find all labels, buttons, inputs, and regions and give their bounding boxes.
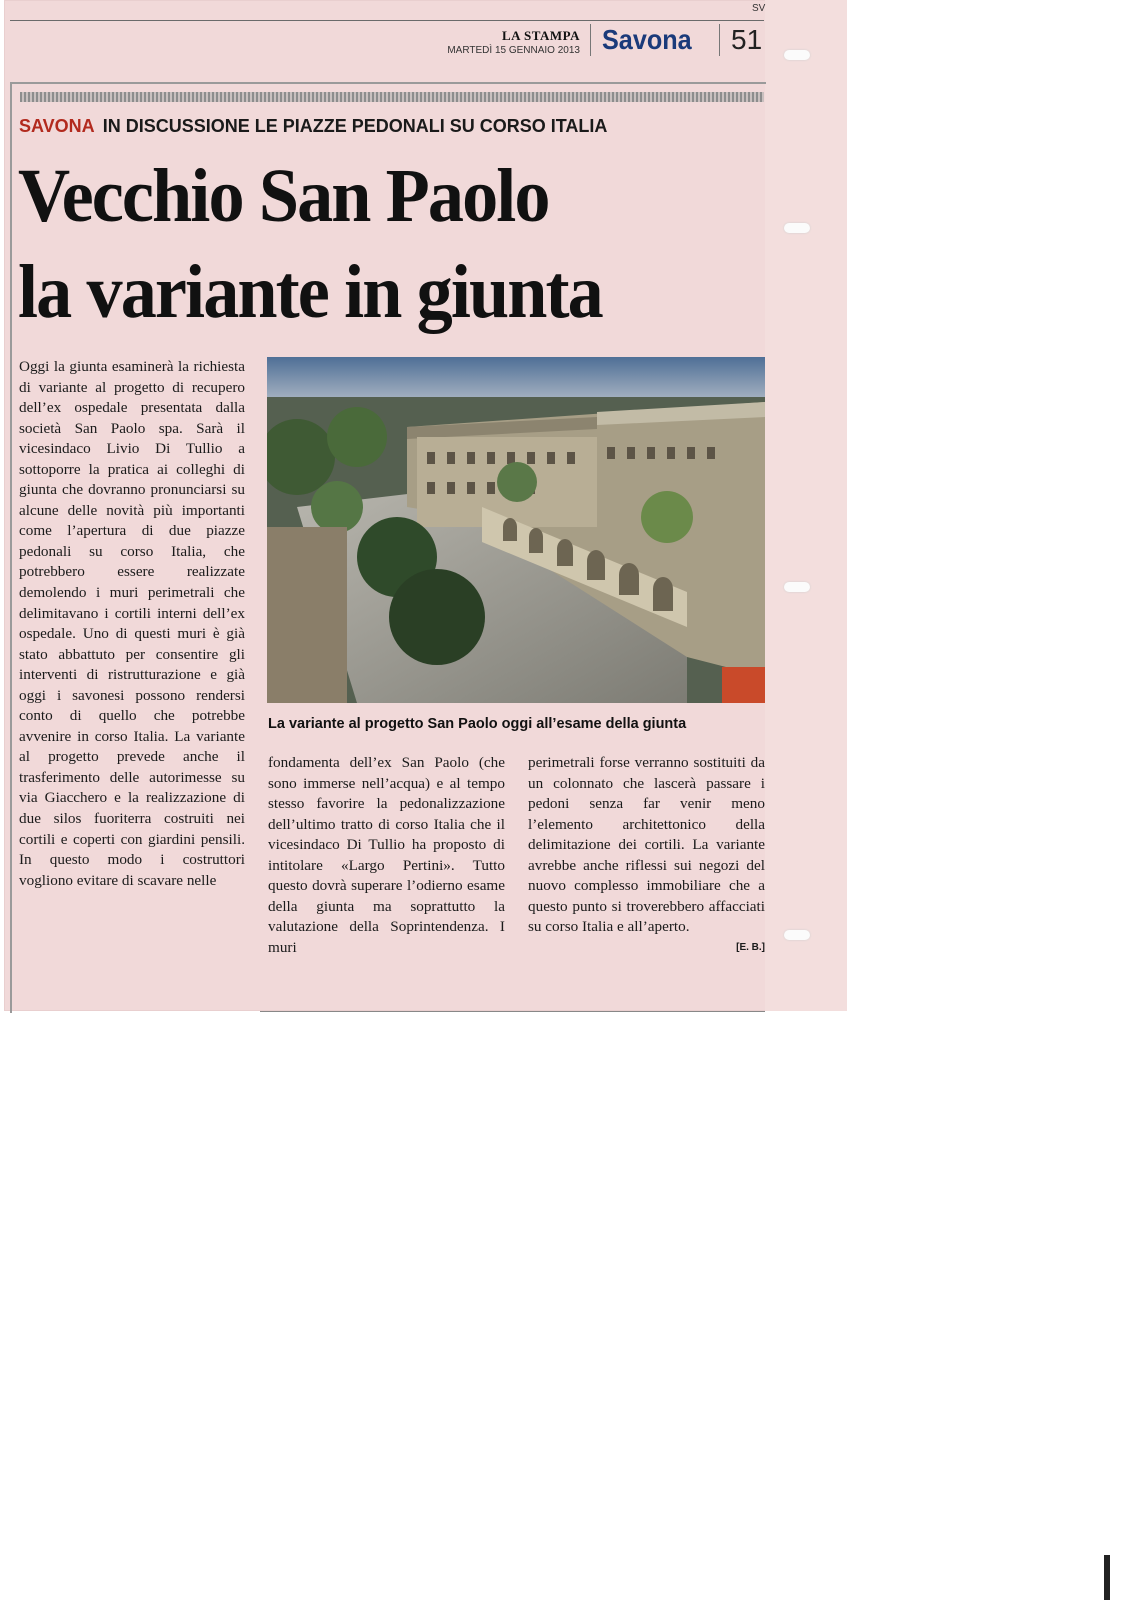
section-name: Savona bbox=[602, 24, 692, 55]
issue-date: MARTEDÌ 15 GENNAIO 2013 bbox=[447, 45, 580, 56]
newspaper-name: LA STAMPA bbox=[501, 28, 580, 43]
punch-hole bbox=[784, 930, 810, 940]
article-column-3 bbox=[528, 753, 765, 953]
scan-mark bbox=[1104, 1555, 1110, 1600]
article-photo bbox=[267, 357, 765, 703]
kicker-topic: IN DISCUSSIONE LE PIAZZE PEDONALI SU CORSO ITALIA bbox=[102, 116, 608, 136]
edition-code: SV bbox=[752, 3, 766, 14]
kicker-place: SAVONA bbox=[19, 116, 95, 136]
photo-caption: La variante al progetto San Paolo oggi all’esame della giunta bbox=[268, 716, 687, 732]
masthead bbox=[430, 28, 580, 56]
column-2-text: fondamenta dell’ex San Paolo (che sono immerse nell’acqua) e al tempo stesso favorire la pedonalizzazione dell’ultimo tratto di corso Italia che il vicesindaco Di Tullio ha proposto di intitolare «Largo Pertini». Tutto questo dovrà superare l’odierno esame della giunta ma soprattutto la valutazione della Soprintendenza. I muri bbox=[268, 754, 505, 956]
page-number: 51 bbox=[731, 24, 763, 55]
article-kicker bbox=[19, 116, 607, 137]
byline: [E. B.] bbox=[736, 941, 765, 953]
header-rule bbox=[10, 20, 764, 21]
article-column-1 bbox=[19, 357, 245, 891]
column-1-text: Oggi la giunta esaminerà la richiesta di variante al progetto di recupero dell’ex ospedale presentata dalla società San Paolo spa. Sarà il vicesindaco Livio Di Tullio a sottoporre la pratica ai colleghi di giunta che dovranno pronunciarsi su alcune delle novità più importanti come l’apertura di due piazze pedonali su corso Italia, che potrebbero essere realizzate demolendo i muri perimetrali che delimitavano i cortili interni dell’ex ospedale. Uno di questi muri è già stato abbattuto per consentire gli interventi di ristrutturazione e già oggi i savonesi possono rendersi conto di quello che potrebbe avvenire in corso Italia. La variante al progetto prevede anche il trasferimento delle autorimesse su via Giacchero e la realizzazione di due silos fuoriterra costruiti nei cortili e coperti con giardini pensili. In questo modo i costruttori vogliono evitare di scavare nelle bbox=[19, 358, 245, 889]
header-divider bbox=[590, 24, 591, 56]
article-top-stripe bbox=[20, 92, 764, 102]
punch-hole bbox=[784, 582, 810, 592]
article-column-2 bbox=[268, 753, 505, 958]
punch-hole bbox=[784, 50, 810, 60]
header-divider bbox=[719, 24, 720, 56]
footer-rule bbox=[260, 1011, 765, 1012]
paper-margin bbox=[765, 0, 847, 1011]
punch-hole bbox=[784, 223, 810, 233]
headline-line-1: Vecchio San Paolo bbox=[18, 154, 549, 238]
article-headline bbox=[18, 148, 726, 340]
column-3-text: perimetrali forse verranno sostituiti da un colonnato che lascerà passare i pedoni senza far venir meno l’elemento architettonico della delimitazione dei cortili. La variante avrebbe anche riflessi sui negozi del nuovo complesso immobiliare che a questo punto si troverebbero affacciati su corso Italia e all’aperto. bbox=[528, 754, 765, 936]
headline-line-2: la variante in giunta bbox=[18, 250, 602, 334]
